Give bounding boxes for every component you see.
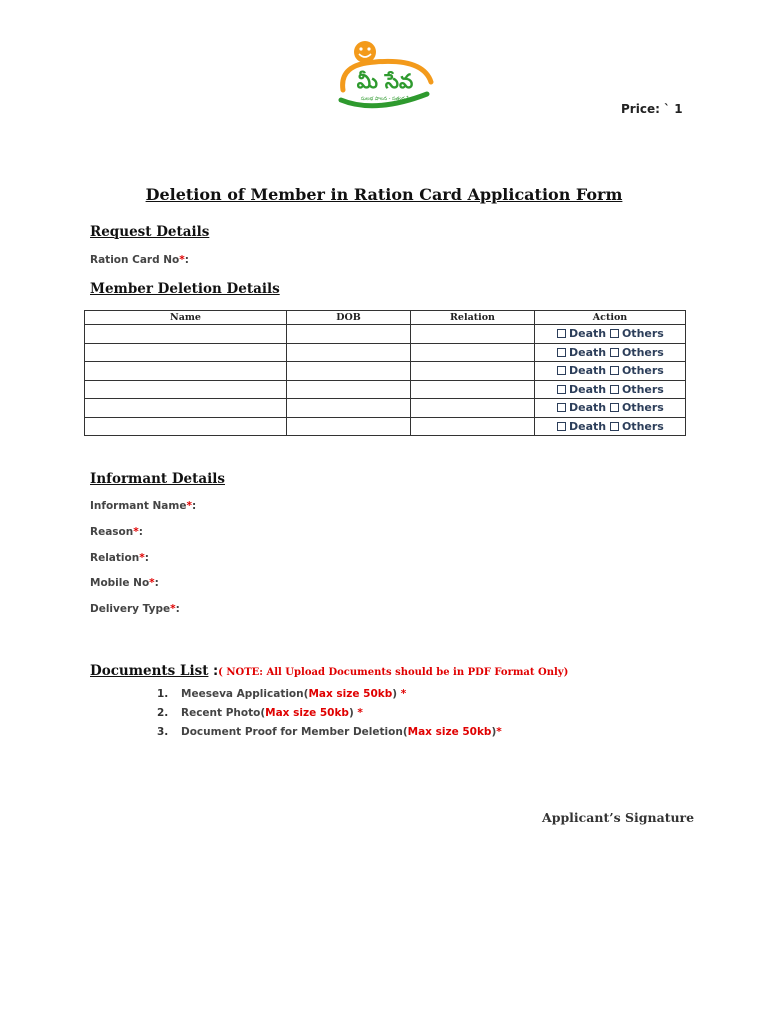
death-label: Death <box>569 364 607 378</box>
document-label: Document Proof for Member Deletion <box>181 726 403 738</box>
dob-cell[interactable] <box>287 362 411 381</box>
death-label: Death <box>569 382 607 396</box>
column-header-dob: DOB <box>287 311 411 325</box>
list-item: 2. Recent Photo(Max size 50kb) * <box>157 707 363 719</box>
meeseva-logo <box>335 38 435 118</box>
others-label: Others <box>621 382 664 396</box>
required-mark: * <box>397 688 407 700</box>
required-mark: * <box>133 526 139 538</box>
required-mark: * <box>149 577 155 589</box>
death-checkbox[interactable] <box>557 422 566 431</box>
delivery-type-field[interactable] <box>90 603 180 615</box>
death-label: Death <box>569 401 607 415</box>
name-cell[interactable] <box>85 380 287 399</box>
document-label: Meeseva Application <box>181 688 304 700</box>
dob-cell[interactable] <box>287 325 411 344</box>
dob-cell[interactable] <box>287 399 411 418</box>
ration-card-field[interactable] <box>90 254 189 266</box>
death-label: Death <box>569 419 607 433</box>
relation-cell[interactable] <box>411 417 535 436</box>
others-checkbox[interactable] <box>610 366 619 375</box>
column-header-relation: Relation <box>411 311 535 325</box>
size-limit: Max size 50kb <box>407 726 492 738</box>
relation-cell[interactable] <box>411 325 535 344</box>
others-label: Others <box>621 327 664 341</box>
others-label: Others <box>621 364 664 378</box>
informant-name-label: Informant Name <box>90 500 187 512</box>
name-cell[interactable] <box>85 362 287 381</box>
death-label: Death <box>569 345 607 359</box>
dob-cell[interactable] <box>287 380 411 399</box>
field-colon: : <box>138 526 143 538</box>
delivery-type-label: Delivery Type <box>90 603 171 615</box>
name-cell[interactable] <box>85 325 287 344</box>
relation-cell[interactable] <box>411 343 535 362</box>
action-cell <box>535 380 686 399</box>
documents-list <box>157 688 502 745</box>
list-item: 3. Document Proof for Member Deletion(Max size 50kb)* <box>157 726 502 738</box>
relation-field[interactable] <box>90 552 149 564</box>
document-label: Recent Photo <box>181 707 261 719</box>
name-cell[interactable] <box>85 343 287 362</box>
field-colon: : <box>175 603 180 615</box>
death-checkbox[interactable] <box>557 366 566 375</box>
size-limit: Max size 50kb <box>265 707 349 719</box>
others-checkbox[interactable] <box>610 403 619 412</box>
required-mark: * <box>186 500 192 512</box>
list-item: 1. Meeseva Application(Max size 50kb) * <box>157 688 407 700</box>
name-cell[interactable] <box>85 417 287 436</box>
death-checkbox[interactable] <box>557 385 566 394</box>
price-label: Price: ` 1 <box>621 102 683 116</box>
death-label: Death <box>569 327 607 341</box>
others-label: Others <box>621 419 664 433</box>
mobile-no-label: Mobile No <box>90 577 150 589</box>
ration-card-label: Ration Card No <box>90 254 180 266</box>
item-number: 1. <box>157 688 169 700</box>
others-label: Others <box>621 401 664 415</box>
documents-heading: Documents List <box>90 663 209 679</box>
logo-text: మీ సేవ <box>356 69 414 93</box>
column-header-name: Name <box>85 311 287 325</box>
item-number: 3. <box>157 726 169 738</box>
item-number: 2. <box>157 707 169 719</box>
member-deletion-heading: Member Deletion Details <box>90 281 280 297</box>
table-row <box>85 343 686 362</box>
relation-cell[interactable] <box>411 399 535 418</box>
action-cell <box>535 399 686 418</box>
field-colon: : <box>184 254 189 266</box>
table-row <box>85 417 686 436</box>
documents-colon: : <box>208 664 219 679</box>
size-limit: Max size 50kb <box>308 688 393 700</box>
field-colon: : <box>144 552 149 564</box>
mobile-no-field[interactable] <box>90 577 159 589</box>
field-colon: : <box>191 500 197 512</box>
others-checkbox[interactable] <box>610 348 619 357</box>
reason-label: Reason <box>90 526 134 538</box>
table-row <box>85 325 686 344</box>
name-cell[interactable] <box>85 399 287 418</box>
field-colon: : <box>154 577 159 589</box>
applicant-signature-label: Applicant’s Signature <box>542 810 695 825</box>
relation-label: Relation <box>90 552 140 564</box>
reason-field[interactable] <box>90 526 143 538</box>
death-checkbox[interactable] <box>557 329 566 338</box>
relation-cell[interactable] <box>411 362 535 381</box>
dob-cell[interactable] <box>287 417 411 436</box>
required-mark: * <box>139 552 145 564</box>
form-title: Deletion of Member in Ration Card Application Form <box>145 185 623 204</box>
informant-name-field[interactable] <box>90 500 196 512</box>
others-label: Others <box>621 345 664 359</box>
required-mark: * <box>170 603 176 615</box>
required-mark: * <box>353 707 363 719</box>
table-row <box>85 380 686 399</box>
member-deletion-table <box>84 310 686 436</box>
action-cell <box>535 343 686 362</box>
required-mark: * <box>179 254 185 266</box>
table-row <box>85 399 686 418</box>
action-cell <box>535 362 686 381</box>
others-checkbox[interactable] <box>610 422 619 431</box>
column-header-action: Action <box>535 311 686 325</box>
table-header-row <box>85 311 686 325</box>
required-mark: * <box>496 726 502 738</box>
pdf-format-note: ( NOTE: All Upload Documents should be in PDF Format Only) <box>218 667 569 678</box>
death-checkbox[interactable] <box>557 403 566 412</box>
logo-subtext: సులభ పాలన - సత్వర సేవ <box>360 96 414 102</box>
action-cell <box>535 417 686 436</box>
informant-details-heading: Informant Details <box>90 471 225 487</box>
dob-cell[interactable] <box>287 343 411 362</box>
others-checkbox[interactable] <box>610 329 619 338</box>
others-checkbox[interactable] <box>610 385 619 394</box>
documents-heading-row <box>90 660 568 679</box>
death-checkbox[interactable] <box>557 348 566 357</box>
request-details-heading: Request Details <box>90 224 210 240</box>
relation-cell[interactable] <box>411 380 535 399</box>
action-cell <box>535 325 686 344</box>
table-row <box>85 362 686 381</box>
